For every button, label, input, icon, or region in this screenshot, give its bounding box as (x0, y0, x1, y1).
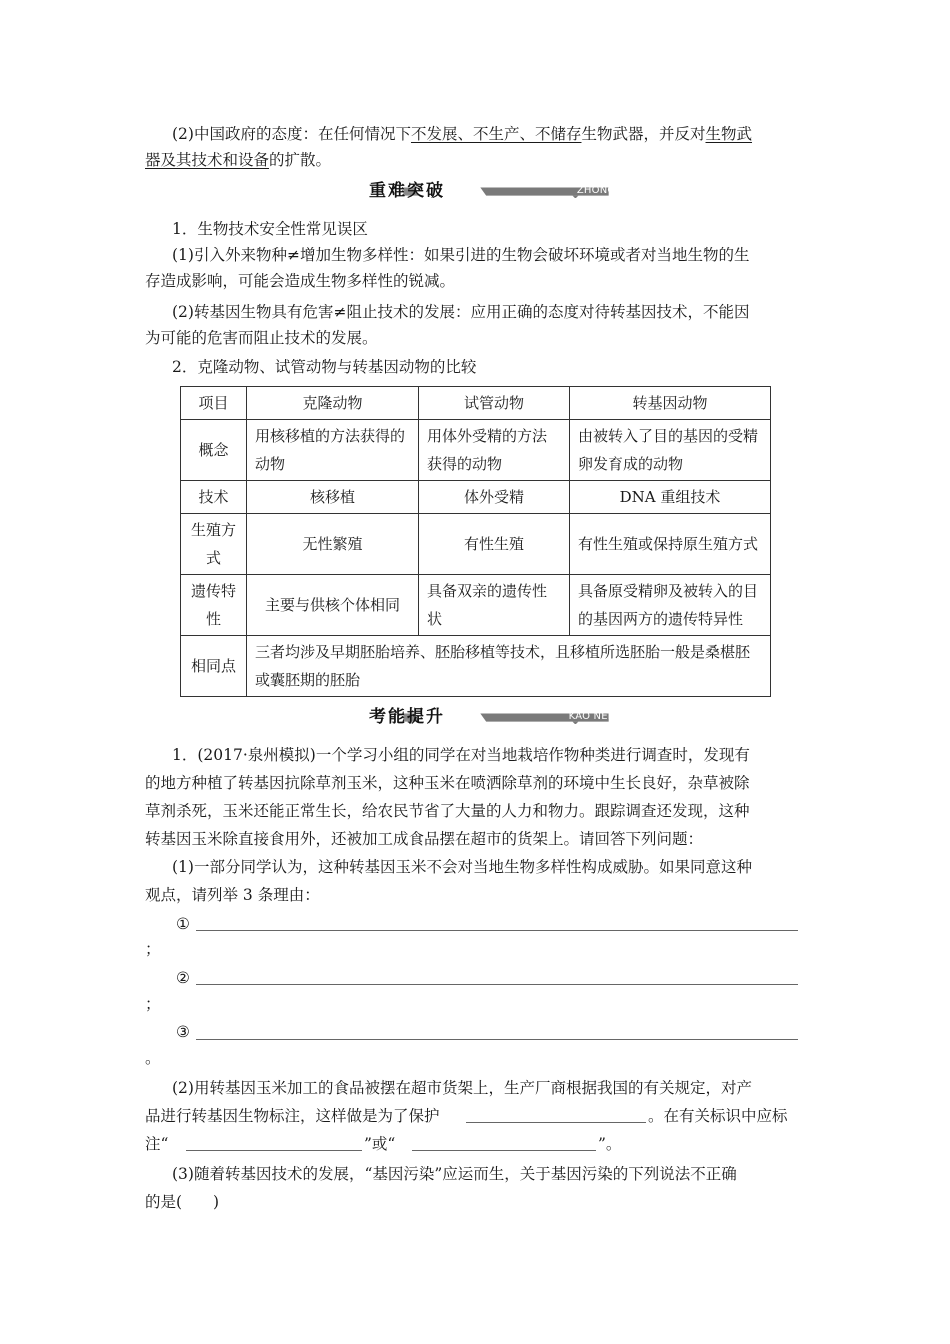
table-row (181, 636, 771, 697)
answer-blank-3[interactable] (196, 1039, 798, 1040)
table-cell: 用核移植的方法获得的动物 (247, 420, 419, 481)
question-line-4: 转基因玉米除直接食用外，还被加工成食品摆在超市的货架上。请回答下列问题： (145, 830, 704, 848)
subquestion-2-line-3a: 注“ (145, 1135, 169, 1153)
underlined-phrase: 不发展、不生产、不储存 (410, 125, 582, 143)
section1-para2-line2: 为可能的危害而阻止技术的发展。 (145, 329, 378, 347)
question-line-2: 的地方种植了转基因抗除草剂玉米，这种玉米在喷洒除草剂的环境中生长良好，杂草被除 (145, 774, 750, 792)
answer-semicolon: ； (145, 995, 161, 1013)
row-label: 技术 (181, 481, 247, 514)
table-cell: DNA 重组技术 (570, 481, 771, 514)
subquestion-2-line-2a: 品进行转基因生物标注，这样做是为了保护 (145, 1107, 440, 1125)
section1-heading-1: 1．生物技术安全性常见误区 (172, 220, 368, 238)
intro-text: 生物武器，并反对 (581, 125, 706, 143)
table-row (181, 481, 771, 514)
section1-para1-line1: (1)引入外来物种≠增加生物多样性：如果引进的生物会破坏环境或者对当地生物的生 (172, 246, 750, 264)
table-cell: 具备原受精卵及被转入的目的基因两方的遗传特异性 (570, 575, 771, 636)
section1-heading-2: 2．克隆动物、试管动物与转基因动物的比较 (172, 358, 477, 376)
answer-blank-label-1[interactable] (186, 1150, 362, 1151)
table-cell: 用体外受精的方法获得的动物 (419, 420, 570, 481)
row-label: 概念 (181, 420, 247, 481)
section1-para2-line1: (2)转基因生物具有危害≠阻止技术的发展：应用正确的态度对待转基因技术，不能因 (172, 303, 750, 321)
table-row (181, 514, 771, 575)
subquestion-2-line-3b: ”或“ (364, 1135, 396, 1153)
table-header-cell: 项目 (181, 387, 247, 420)
row-label: 相同点 (181, 636, 247, 697)
section-banner-zhongnan (330, 178, 682, 204)
answer-blank-1[interactable] (196, 930, 798, 931)
table-cell: 具备双亲的遗传性状 (419, 575, 570, 636)
table-cell-merged: 三者均涉及早期胚胎培养、胚胎移植等技术，且移植所选胚胎一般是桑椹胚或囊胚期的胚胎 (247, 636, 771, 697)
table-header-cell: 转基因动物 (570, 387, 771, 420)
underlined-phrase: 生物武 (705, 125, 753, 143)
answer-blank-2[interactable] (196, 984, 798, 985)
table-cell: 由被转入了目的基因的受精卵发育成的动物 (570, 420, 771, 481)
answer-blank-label-2[interactable] (412, 1150, 596, 1151)
subquestion-2-line-3c: ”。 (598, 1135, 622, 1153)
banner-english-subtitle: ZHONG NAN TU PO (576, 185, 676, 196)
answer-marker-3: ③ (176, 1023, 190, 1041)
answer-semicolon: ； (145, 940, 161, 958)
table-cell: 体外受精 (419, 481, 570, 514)
intro-line-2 (145, 150, 331, 170)
question-line-1: 1．(2017·泉州模拟)一个学习小组的同学在对当地栽培作物种类进行调查时，发现有 (172, 746, 750, 764)
table-cell: 无性繁殖 (247, 514, 419, 575)
section-banner-kaoneng (330, 704, 682, 730)
subquestion-3-line-2: 的是( ) (145, 1193, 220, 1211)
row-label: 遗传特性 (181, 575, 247, 636)
underlined-phrase: 器及其技术和设备 (145, 151, 270, 169)
subquestion-1-line-1: (1)一部分同学认为，这种转基因玉米不会对当地生物多样性构成威胁。如果同意这种 (172, 858, 752, 876)
intro-line-1 (172, 124, 752, 144)
table-cell: 主要与供核个体相同 (247, 575, 419, 636)
row-label: 生殖方式 (181, 514, 247, 575)
banner-title: 考能提升 (369, 707, 445, 727)
table-header-row (181, 387, 771, 420)
answer-marker-1: ① (176, 915, 190, 933)
intro-text: 的扩散。 (269, 151, 332, 169)
subquestion-1-line-2: 观点，请列举 3 条理由： (145, 886, 320, 904)
table-header-cell: 试管动物 (419, 387, 570, 420)
table-row (181, 575, 771, 636)
intro-text: (2)中国政府的态度：在任何情况下 (172, 125, 411, 143)
comparison-table (180, 386, 771, 697)
table-cell: 核移植 (247, 481, 419, 514)
subquestion-2-line-1: (2)用转基因玉米加工的食品被摆在超市货架上，生产厂商根据我国的有关规定，对产 (172, 1079, 752, 1097)
answer-blank-protect[interactable] (466, 1122, 646, 1123)
answer-marker-2: ② (176, 969, 190, 987)
table-cell: 有性生殖 (419, 514, 570, 575)
banner-title: 重难突破 (369, 181, 445, 201)
table-row (181, 420, 771, 481)
banner-english-subtitle: KAO NENG TI SHENG (568, 711, 676, 722)
subquestion-3-line-1: (3)随着转基因技术的发展，“基因污染”应运而生，关于基因污染的下列说法不正确 (172, 1165, 737, 1183)
subquestion-2-line-2b: 。在有关标识中应标 (648, 1107, 788, 1125)
answer-period: 。 (145, 1049, 161, 1067)
table-header-cell: 克隆动物 (247, 387, 419, 420)
section1-para1-line2: 存造成影响，可能会造成生物多样性的锐减。 (145, 272, 456, 290)
table-cell: 有性生殖或保持原生殖方式 (570, 514, 771, 575)
question-line-3: 草剂杀死，玉米还能正常生长，给农民节省了大量的人力和物力。跟踪调查还发现，这种 (145, 802, 750, 820)
